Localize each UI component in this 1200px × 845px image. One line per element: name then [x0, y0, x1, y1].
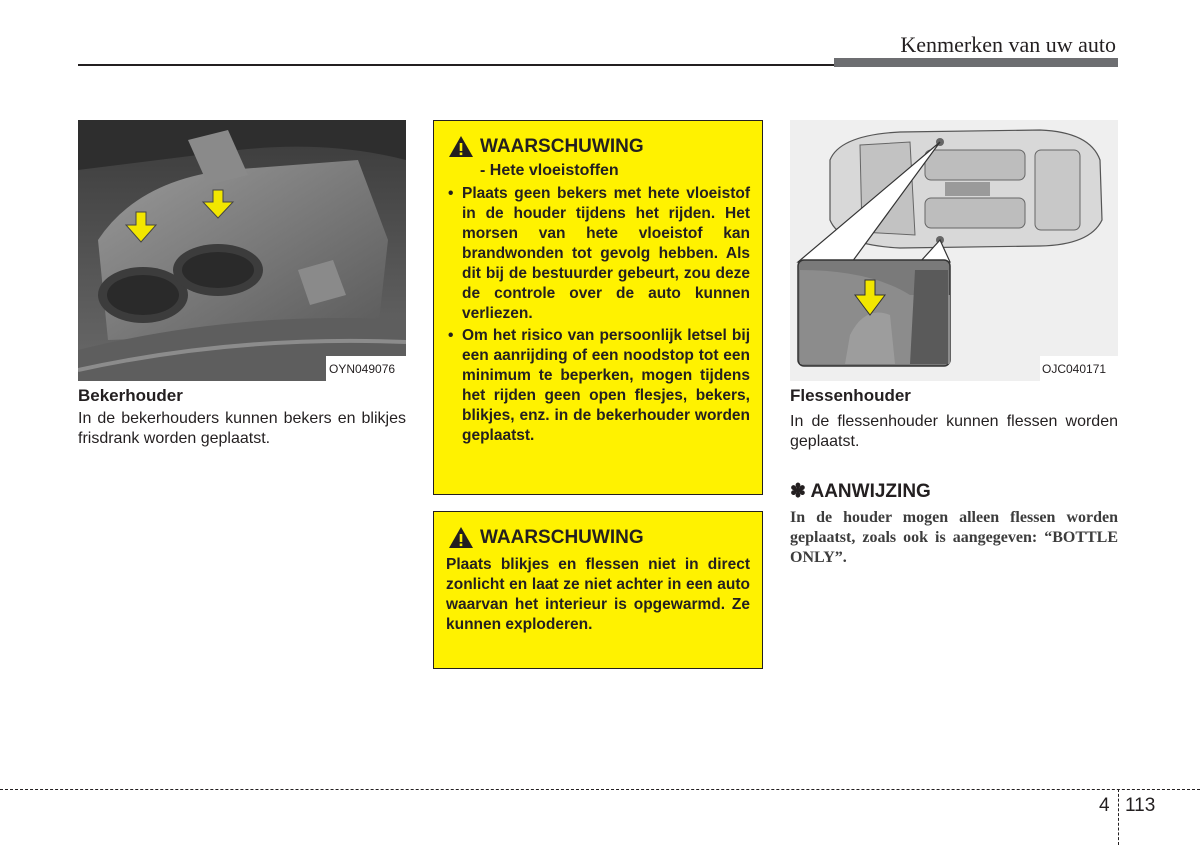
warning-header [448, 526, 644, 549]
warning-item: • Plaats geen bekers met hete vloeistof in de houder tijdens het rijden. Het morsen van hete vloeistof kan brandwonden tot gevolg hebben. Als dit bij de bestuurder gebeurt, zou deze de controle over de auto kunnen verliezen. [446, 184, 750, 324]
warning-title: WAARSCHUWING [480, 135, 644, 157]
header-rule [78, 64, 834, 66]
warning-box-cans-sunlight [433, 511, 763, 669]
chapter-number: 4 [1099, 795, 1110, 816]
note-text: In de houder mogen alleen flessen worden geplaatst, zoals ook is aangegeven: “BOTTLE ONLY”. [790, 509, 1118, 566]
bottle-holder-inset [798, 260, 950, 366]
bottle-holder-text: In de flessenhouder kunnen flessen worden geplaatst. [790, 413, 1118, 450]
warning-text: Plaats blikjes en flessen niet in direct zonlicht en laat ze niet achter in een auto waarvan het interieur is opgewarmd. Ze kunnen exploderen. [446, 556, 750, 633]
cup-holder-photo [78, 120, 406, 381]
warning-title: WAARSCHUWING [480, 526, 644, 548]
cup-holder-text: In de bekerhouders kunnen bekers en blikjes frisdrank worden geplaatst. [78, 410, 406, 447]
warning-triangle-icon [448, 526, 474, 549]
note-heading: ✽ AANWIJZING [790, 481, 931, 502]
footer-rule [0, 789, 1200, 790]
header-bar [834, 58, 1118, 67]
figure-code: OYN049076 [329, 362, 396, 376]
footer-divider [1118, 789, 1119, 845]
section-heading-bottle-holder: Flessenhouder [790, 386, 911, 405]
bottle-holder-diagram [790, 120, 1118, 381]
warning-box-hot-liquids [433, 120, 763, 495]
warning-subtitle: - Hete vloeistoffen [480, 162, 619, 179]
warning-header [448, 135, 644, 158]
running-header: Kenmerken van uw auto [900, 32, 1116, 57]
section-heading-cup-holder: Bekerhouder [78, 386, 183, 405]
page-number: 113 [1125, 795, 1156, 816]
warning-triangle-icon [448, 135, 474, 158]
figure-code: OJC040171 [1042, 362, 1107, 376]
warning-list [446, 184, 750, 448]
warning-item: • Om het risico van persoonlijk letsel bij een aanrijding of een noodstop tot een minimum te beperken, mogen tijdens het rijden geen open flesjes, bekers, blikjes, enz. in de bekerhouder worden geplaatst. [446, 326, 750, 446]
